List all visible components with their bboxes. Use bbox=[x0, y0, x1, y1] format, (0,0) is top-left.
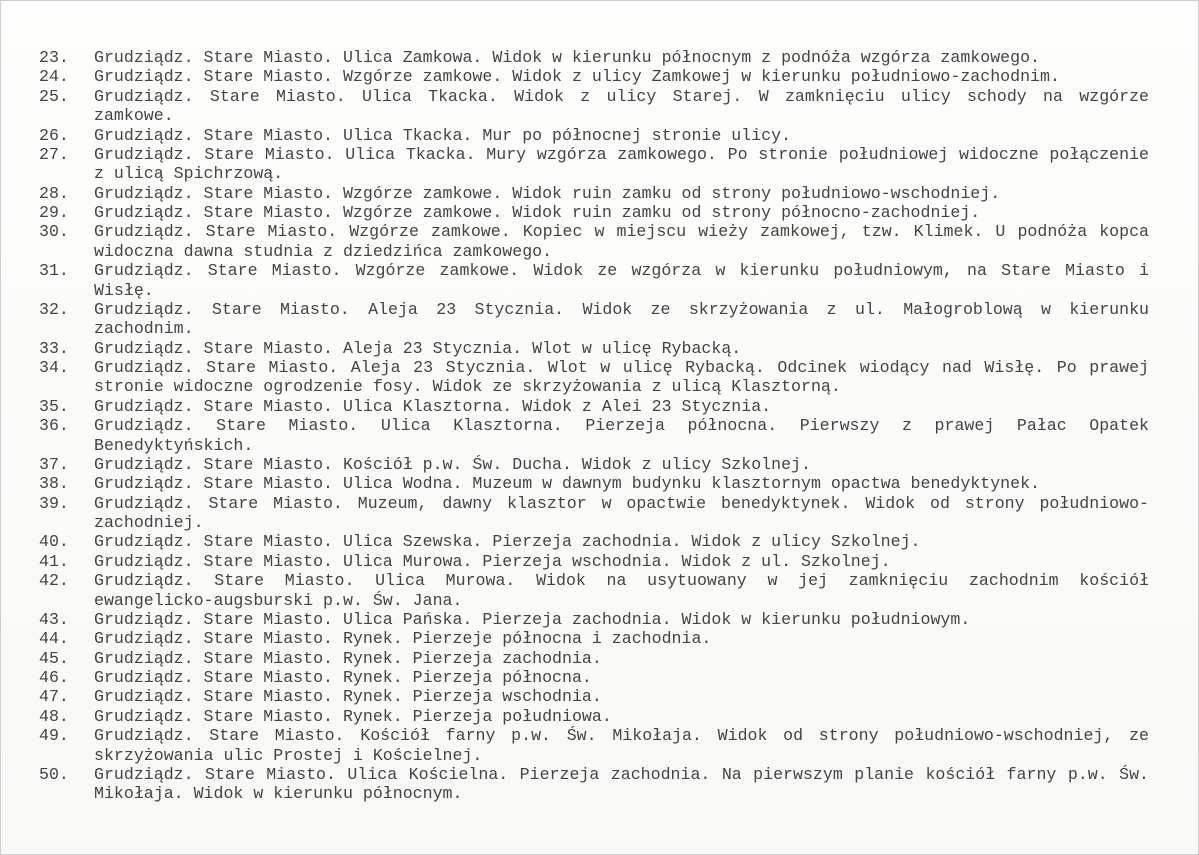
item-number: 37. bbox=[39, 454, 69, 474]
item-caption: Grudziądz. Stare Miasto. Kościół p.w. Św. Ducha. Widok z ulicy Szkolnej. bbox=[94, 454, 811, 474]
list-item bbox=[39, 397, 1149, 416]
list-item bbox=[39, 126, 1149, 145]
item-number: 42. bbox=[39, 571, 69, 591]
list-item bbox=[39, 687, 1149, 706]
item-number: 24. bbox=[39, 67, 69, 87]
list-item bbox=[39, 474, 1149, 493]
list-item bbox=[39, 649, 1149, 668]
item-caption: Grudziądz. Stare Miasto. Aleja 23 Stycznia. Wlot w ulicę Rybacką. bbox=[94, 338, 742, 358]
item-number: 26. bbox=[39, 125, 69, 145]
item-number: 31. bbox=[39, 261, 69, 281]
item-caption: Grudziądz. Stare Miasto. Kościół farny p.w. Św. Mikołaja. Widok od strony południowo-wschodniej, ze skrzyżowania ulic Prostej i Kościelnej. bbox=[94, 726, 1149, 765]
list-item bbox=[39, 300, 1149, 339]
item-caption: Grudziądz. Stare Miasto. Wzgórze zamkowe. Widok ruin zamku od strony południowo-wschodniej. bbox=[94, 183, 1001, 203]
item-caption: Grudziądz. Stare Miasto. Ulica Klasztorna. Pierzeja północna. Pierwszy z prawej Pałac Opatek Benedyktyńskich. bbox=[94, 416, 1149, 455]
list-item bbox=[39, 222, 1149, 261]
item-caption: Grudziądz. Stare Miasto. Ulica Pańska. Pierzeja zachodnia. Widok w kierunku południowym. bbox=[94, 609, 971, 629]
photo-caption-list bbox=[39, 48, 1149, 804]
item-number: 36. bbox=[39, 416, 69, 436]
item-caption: Grudziądz. Stare Miasto. Rynek. Pierzeja wschodnia. bbox=[94, 687, 602, 707]
item-number: 33. bbox=[39, 338, 69, 358]
item-number: 34. bbox=[39, 358, 69, 377]
item-caption: Grudziądz. Stare Miasto. Wzgórze zamkowe. Widok z ulicy Zamkowej w kierunku południowo-zachodnim. bbox=[94, 67, 1060, 87]
item-number: 38. bbox=[39, 474, 69, 494]
item-caption: Grudziądz. Stare Miasto. Rynek. Pierzeja południowa. bbox=[94, 706, 612, 726]
list-item bbox=[39, 203, 1149, 222]
item-number: 41. bbox=[39, 551, 69, 571]
item-number: 28. bbox=[39, 183, 69, 203]
item-number: 43. bbox=[39, 609, 69, 629]
item-number: 45. bbox=[39, 648, 69, 668]
item-caption: Grudziądz. Stare Miasto. Ulica Szewska. Pierzeja zachodnia. Widok z ulicy Szkolnej. bbox=[94, 532, 921, 552]
list-item bbox=[39, 184, 1149, 203]
item-number: 27. bbox=[39, 144, 69, 164]
list-item bbox=[39, 67, 1149, 86]
list-item bbox=[39, 629, 1149, 648]
item-number: 25. bbox=[39, 86, 69, 106]
item-caption: Grudziądz. Stare Miasto. Wzgórze zamkowe. Kopiec w miejscu wieży zamkowej, tzw. Klimek. U podnóża kopca widoczna dawna studnia z dziedzińca zamkowego. bbox=[94, 222, 1149, 261]
item-number: 40. bbox=[39, 532, 69, 552]
item-number: 44. bbox=[39, 629, 69, 649]
item-caption: Grudziądz. Stare Miasto. Aleja 23 Stycznia. Wlot w ulicę Rybacką. Odcinek wiodący nad Wisłę. Po prawej stronie widoczne ogrodzenie fosy. Widok ze skrzyżowania z ulicą Klasztorną. bbox=[94, 358, 1149, 397]
item-caption: Grudziądz. Stare Miasto. Ulica Murowa. Widok na usytuowany w jej zamknięciu zachodnim kościół ewangelicko-augsburski p.w. Św. Jana. bbox=[94, 571, 1149, 610]
list-item bbox=[39, 571, 1149, 610]
item-caption: Grudziądz. Stare Miasto. Ulica Klasztorna. Widok z Alei 23 Stycznia. bbox=[94, 396, 772, 416]
item-number: 29. bbox=[39, 203, 69, 222]
item-number: 50. bbox=[39, 764, 69, 784]
list-item bbox=[39, 532, 1149, 551]
item-number: 39. bbox=[39, 493, 69, 513]
list-item bbox=[39, 261, 1149, 300]
list-item bbox=[39, 145, 1149, 184]
item-caption: Grudziądz. Stare Miasto. Wzgórze zamkowe. Widok ruin zamku od strony północno-zachodniej. bbox=[94, 203, 981, 222]
item-number: 32. bbox=[39, 299, 69, 319]
item-caption: Grudziądz. Stare Miasto. Wzgórze zamkowe. Widok ze wzgórza w kierunku południowym, na Stare Miasto i Wisłę. bbox=[94, 261, 1149, 300]
item-number: 47. bbox=[39, 687, 69, 707]
item-caption: Grudziądz. Stare Miasto. Ulica Murowa. Pierzeja wschodnia. Widok z ul. Szkolnej. bbox=[94, 551, 891, 571]
list-item bbox=[39, 668, 1149, 687]
list-item bbox=[39, 494, 1149, 533]
list-item bbox=[39, 358, 1149, 397]
item-caption: Grudziądz. Stare Miasto. Ulica Tkacka. Widok z ulicy Starej. W zamknięciu ulicy schody na wzgórze zamkowe. bbox=[94, 86, 1149, 126]
item-caption: Grudziądz. Stare Miasto. Ulica Tkacka. Mury wzgórza zamkowego. Po stronie południowej widoczne połączenie z ulicą Spichrzową. bbox=[94, 144, 1149, 184]
list-item bbox=[39, 339, 1149, 358]
item-caption: Grudziądz. Stare Miasto. Rynek. Pierzeja północna. bbox=[94, 668, 592, 687]
item-number: 30. bbox=[39, 222, 69, 242]
item-number: 46. bbox=[39, 668, 69, 687]
item-caption: Grudziądz. Stare Miasto. Ulica Wodna. Muzeum w dawnym budynku klasztornym opactwa benedyktynek. bbox=[94, 474, 1040, 494]
item-caption: Grudziądz. Stare Miasto. Rynek. Pierzeje północna i zachodnia. bbox=[94, 629, 712, 649]
item-caption: Grudziądz. Stare Miasto. Rynek. Pierzeja zachodnia. bbox=[94, 648, 602, 668]
list-item bbox=[39, 765, 1149, 804]
list-item bbox=[39, 416, 1149, 455]
item-caption: Grudziądz. Stare Miasto. Ulica Kościelna. Pierzeja zachodnia. Na pierwszym planie kościół farny p.w. Św. Mikołaja. Widok w kierunku północnym. bbox=[94, 764, 1149, 804]
item-number: 49. bbox=[39, 726, 69, 746]
list-item bbox=[39, 707, 1149, 726]
item-caption: Grudziądz. Stare Miasto. Aleja 23 Stycznia. Widok ze skrzyżowania z ul. Małogroblową w kierunku zachodnim. bbox=[94, 299, 1149, 339]
item-number: 23. bbox=[39, 48, 69, 67]
item-caption: Grudziądz. Stare Miasto. Muzeum, dawny klasztor w opactwie benedyktynek. Widok od strony południowo-zachodniej. bbox=[94, 493, 1149, 532]
list-item bbox=[39, 726, 1149, 765]
list-item bbox=[39, 455, 1149, 474]
item-caption: Grudziądz. Stare Miasto. Ulica Zamkowa. Widok w kierunku północnym z podnóża wzgórza zamkowego. bbox=[94, 48, 1040, 67]
list-item bbox=[39, 610, 1149, 629]
item-caption: Grudziądz. Stare Miasto. Ulica Tkacka. Mur po północnej stronie ulicy. bbox=[94, 125, 792, 145]
item-number: 35. bbox=[39, 396, 69, 416]
item-number: 48. bbox=[39, 706, 69, 726]
list-item bbox=[39, 87, 1149, 126]
list-item bbox=[39, 48, 1149, 67]
list-item bbox=[39, 552, 1149, 571]
